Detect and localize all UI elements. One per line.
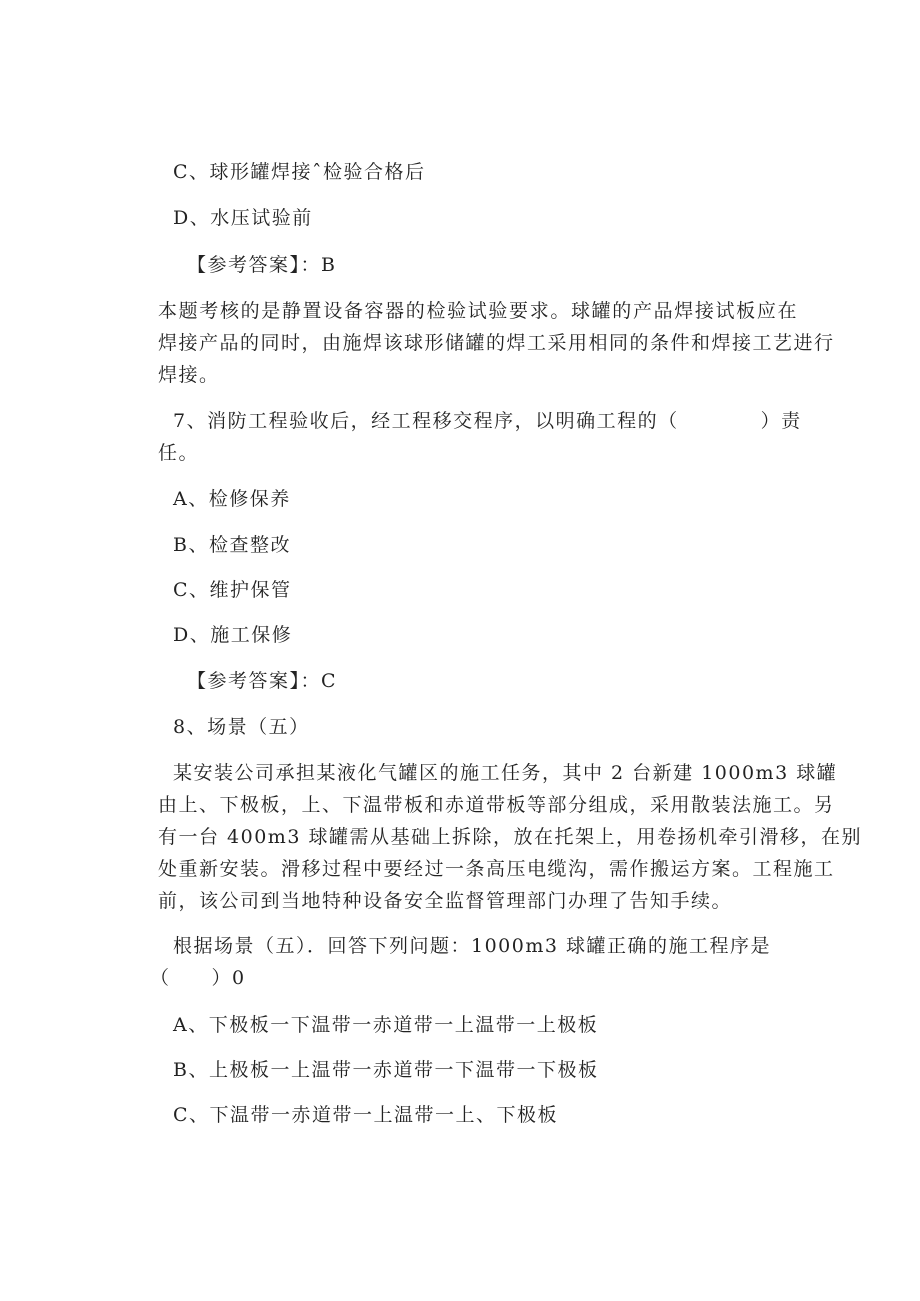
q8-scenario-line-2: 由上、下极板，上、下温带板和赤道带板等部分组成，采用散装法施工。另 (158, 794, 835, 816)
q7-stem-line-1: 7、消防工程验收后，经工程移交程序，以明确工程的（ ）责 (173, 410, 802, 432)
q8-title: 8、场景（五） (173, 716, 310, 738)
q6-option-c: C、球形罐焊接ˆ检验合格后 (173, 161, 426, 183)
q8-option-a: A、下极板一下温带一赤道带一上温带一上极板 (173, 1014, 599, 1036)
q8-scenario-line-3: 有一台 400m3 球罐需从基础上拆除，放在托架上，用卷扬机牵引滑移，在别 (158, 826, 862, 848)
q8-scenario-line-4: 处重新安装。滑移过程中要经过一条高压电缆沟，需作搬运方案。工程施工 (158, 858, 835, 880)
q8-option-b: B、上极板一上温带一赤道带一下温带一下极板 (173, 1059, 599, 1081)
q8-question-line-2: （ ）0 (150, 967, 246, 989)
q6-option-d: D、水压试验前 (173, 207, 313, 229)
q7-answer: 【参考答案】：C (187, 670, 338, 692)
q6-explanation-line-2: 焊接产品的同时，由施焊该球形储罐的焊工采用相同的条件和焊接工艺进行 (158, 332, 835, 354)
q7-stem-line-2: 任。 (158, 442, 200, 464)
q8-scenario-line-5: 前，该公司到当地特种设备安全监督管理部门办理了告知手续。 (158, 890, 733, 912)
q6-explanation-line-3: 焊接。 (158, 364, 220, 386)
q7-option-a: A、检修保养 (173, 488, 291, 510)
q7-option-b: B、检查整改 (173, 534, 291, 556)
q8-option-c: C、下温带一赤道带一上温带一上、下极板 (173, 1104, 559, 1126)
q7-option-c: C、维护保管 (173, 579, 292, 601)
q8-question-line-1: 根据场景（五）．回答下列问题：1000m3 球罐正确的施工程序是 (173, 935, 771, 957)
q7-option-d: D、施工保修 (173, 624, 293, 646)
q6-answer: 【参考答案】：B (187, 254, 337, 276)
q6-explanation-line-1: 本题考核的是静置设备容器的检验试验要求。球罐的产品焊接试板应在 (158, 300, 798, 322)
q8-scenario-line-1: 某安装公司承担某液化气罐区的施工任务，其中 2 台新建 1000m3 球罐 (173, 762, 838, 784)
